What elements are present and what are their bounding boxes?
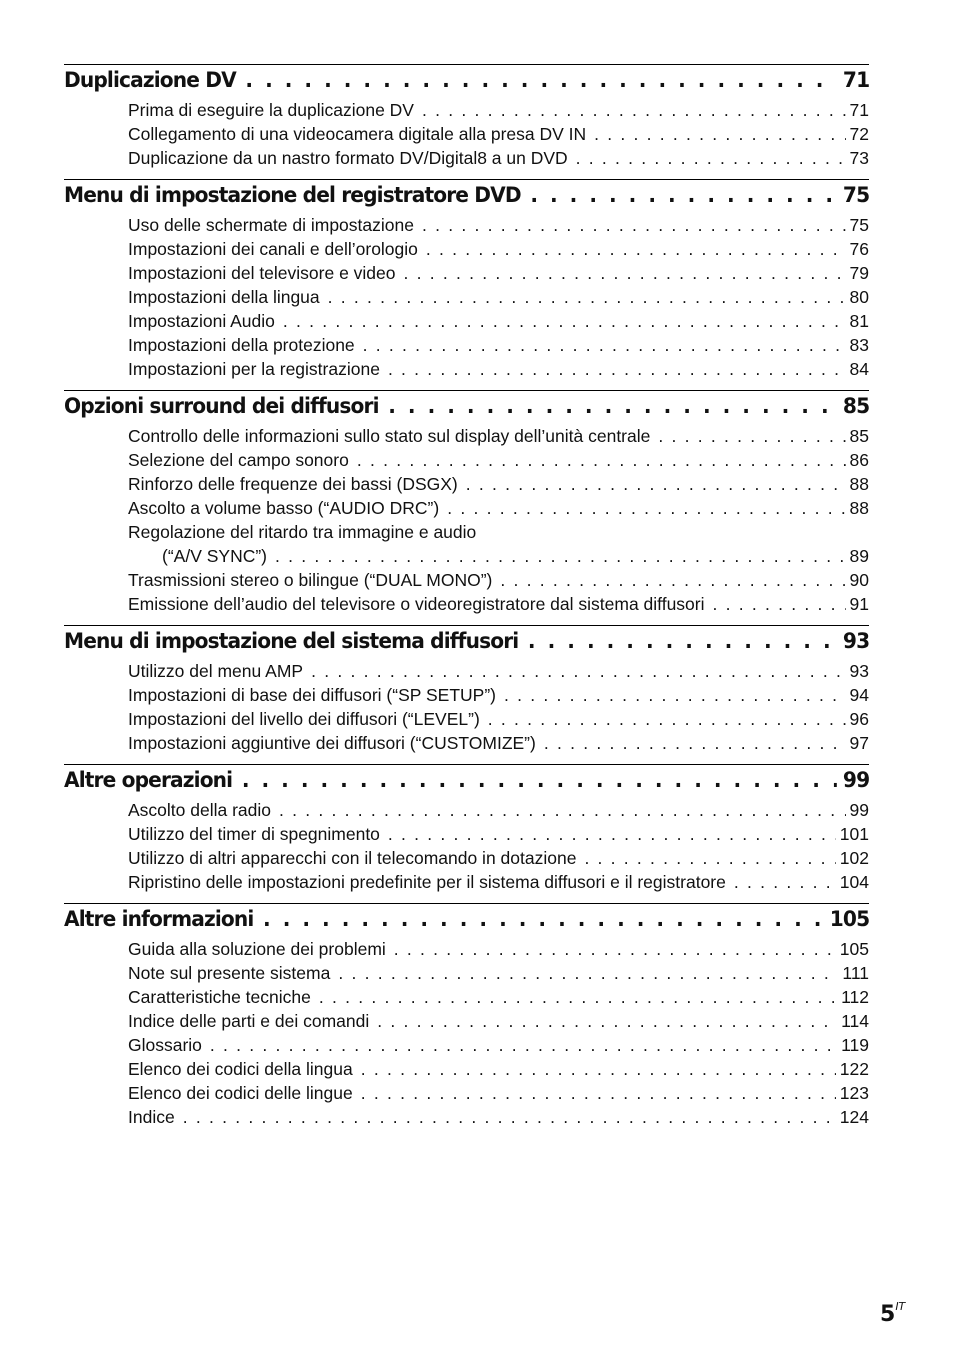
entry-page: 86	[849, 450, 869, 470]
dot-leader	[279, 798, 846, 822]
section-page: 85	[842, 394, 870, 418]
toc-entry[interactable]	[64, 122, 869, 146]
table-of-contents	[64, 64, 869, 1138]
entry-page: 76	[849, 239, 869, 259]
toc-entry[interactable]	[64, 544, 869, 568]
entry-page: 122	[839, 1059, 869, 1079]
dot-leader	[242, 768, 837, 792]
toc-section	[64, 64, 869, 170]
entry-title: Impostazioni del livello dei diffusori (“LEVEL”)	[128, 709, 480, 729]
dot-leader	[422, 213, 846, 237]
entry-title: Emissione dell’audio del televisore o videoregistratore dal sistema diffusori	[128, 594, 705, 614]
dot-leader	[488, 707, 846, 731]
entry-page: 84	[849, 359, 869, 379]
entry-title: Selezione del campo sonoro	[128, 450, 349, 470]
section-title: Altre informazioni	[64, 907, 254, 931]
dot-leader	[328, 285, 846, 309]
dot-leader	[283, 309, 846, 333]
entry-page: 91	[849, 594, 869, 614]
entry-page: 93	[849, 661, 869, 681]
entry-title: Guida alla soluzione dei problemi	[128, 939, 386, 959]
entry-page: 89	[849, 546, 869, 566]
entry-title: Note sul presente sistema	[128, 963, 331, 983]
toc-entry[interactable]	[64, 1105, 869, 1129]
entry-page: 119	[841, 1035, 869, 1055]
entry-page: 75	[849, 215, 869, 235]
entry-page: 111	[842, 963, 869, 983]
section-title: Altre operazioni	[64, 768, 233, 792]
dot-leader	[447, 496, 845, 520]
entry-title: Impostazioni dei canali e dell’orologio	[128, 239, 418, 259]
entry-title: Impostazioni Audio	[128, 311, 275, 331]
toc-entry[interactable]	[64, 213, 869, 237]
entry-page: 105	[839, 939, 869, 959]
entry-page: 73	[849, 148, 869, 168]
dot-leader	[311, 659, 845, 683]
toc-entry[interactable]	[64, 985, 869, 1009]
entry-page: 96	[849, 709, 869, 729]
dot-leader	[658, 424, 845, 448]
entry-title: Elenco dei codici della lingua	[128, 1059, 353, 1079]
entry-title: Impostazioni della protezione	[128, 335, 355, 355]
entry-title: Collegamento di una videocamera digitale alla presa DV IN	[128, 124, 587, 144]
entry-page: 79	[849, 263, 869, 283]
dot-leader	[544, 731, 846, 755]
dot-leader	[422, 98, 846, 122]
entry-title: Impostazioni del televisore e video	[128, 263, 396, 283]
entry-page: 81	[849, 311, 869, 331]
dot-leader	[361, 1057, 836, 1081]
toc-entry[interactable]	[64, 731, 869, 755]
page-number-value: 5	[880, 1302, 896, 1327]
dot-leader	[394, 937, 836, 961]
toc-entry[interactable]	[64, 846, 869, 870]
toc-section	[64, 625, 869, 755]
entry-title: Ascolto della radio	[128, 800, 271, 820]
dot-leader	[388, 394, 837, 418]
dot-leader	[377, 1009, 837, 1033]
dot-leader	[338, 961, 838, 985]
toc-entry[interactable]	[64, 496, 869, 520]
dot-leader	[734, 870, 836, 894]
entry-title: Controllo delle informazioni sullo stato sul display dell’unità centrale	[128, 426, 651, 446]
toc-entry[interactable]	[64, 1009, 869, 1033]
page-number	[880, 1300, 905, 1327]
dot-leader	[357, 448, 846, 472]
toc-entry[interactable]	[64, 333, 869, 357]
dot-leader	[404, 261, 846, 285]
entry-page: 80	[849, 287, 869, 307]
entry-page: 123	[839, 1083, 869, 1103]
entry-title: Utilizzo del menu AMP	[128, 661, 304, 681]
toc-section	[64, 764, 869, 894]
entry-title: Trasmissioni stereo o bilingue (“DUAL MONO”)	[128, 570, 493, 590]
dot-leader	[388, 357, 846, 381]
toc-entry[interactable]	[64, 98, 869, 122]
entry-title: Impostazioni della lingua	[128, 287, 320, 307]
toc-entry[interactable]	[64, 1033, 869, 1057]
toc-entry[interactable]	[64, 309, 869, 333]
entry-page: 104	[839, 872, 869, 892]
toc-entry[interactable]	[64, 870, 869, 894]
dot-leader	[183, 1105, 836, 1129]
toc-entry[interactable]	[64, 961, 869, 985]
entry-title: Glossario	[128, 1035, 202, 1055]
section-title: Menu di impostazione del registratore DVD	[64, 183, 521, 207]
entry-title: Uso delle schermate di impostazione	[128, 215, 414, 235]
toc-entry[interactable]	[64, 520, 869, 544]
dot-leader	[319, 985, 837, 1009]
toc-entry[interactable]	[64, 659, 869, 683]
toc-entry[interactable]	[64, 285, 869, 309]
entry-page: 101	[839, 824, 869, 844]
entry-page: 71	[849, 100, 869, 120]
toc-entry[interactable]	[64, 798, 869, 822]
entry-page: 114	[841, 1011, 869, 1031]
section-heading[interactable]	[64, 629, 869, 659]
entry-page: 97	[849, 733, 869, 753]
section-page: 71	[842, 68, 870, 92]
section-heading[interactable]	[64, 183, 869, 213]
section-title: Menu di impostazione del sistema diffusori	[64, 629, 519, 653]
toc-entry[interactable]	[64, 448, 869, 472]
toc-entry[interactable]	[64, 592, 869, 616]
toc-entry[interactable]	[64, 237, 869, 261]
entry-page: 72	[849, 124, 869, 144]
dot-leader	[361, 1081, 836, 1105]
dot-leader	[500, 568, 845, 592]
dot-leader	[245, 68, 837, 92]
entry-page: 90	[849, 570, 869, 590]
entry-title: Ascolto a volume basso (“AUDIO DRC”)	[128, 498, 440, 518]
toc-entry[interactable]	[64, 822, 869, 846]
entry-page: 99	[849, 800, 869, 820]
toc-entry[interactable]	[64, 707, 869, 731]
section-page: 99	[842, 768, 870, 792]
section-page: 93	[842, 629, 870, 653]
entry-title: Impostazioni aggiuntive dei diffusori (“CUSTOMIZE”)	[128, 733, 536, 753]
entry-title: Utilizzo del timer di spegnimento	[128, 824, 380, 844]
section-page: 75	[842, 183, 870, 207]
section-page: 105	[829, 907, 870, 931]
entry-page: 88	[849, 474, 869, 494]
section-heading[interactable]	[64, 394, 869, 424]
dot-leader	[504, 683, 846, 707]
entry-title: Regolazione del ritardo tra immagine e audio	[128, 522, 477, 542]
dot-leader	[594, 122, 845, 146]
entry-title: Duplicazione da un nastro formato DV/Digital8 a un DVD	[128, 148, 568, 168]
entry-title: Impostazioni per la registrazione	[128, 359, 380, 379]
toc-section	[64, 903, 869, 1129]
toc-entry[interactable]	[64, 146, 869, 170]
entry-title: (“A/V SYNC”)	[162, 546, 267, 566]
entry-title: Caratteristiche tecniche	[128, 987, 311, 1007]
entry-title: Impostazioni di base dei diffusori (“SP SETUP”)	[128, 685, 496, 705]
dot-leader	[275, 544, 846, 568]
toc-entry[interactable]	[64, 1057, 869, 1081]
dot-leader	[576, 146, 846, 170]
entry-title: Utilizzo di altri apparecchi con il telecomando in dotazione	[128, 848, 577, 868]
toc-entry[interactable]	[64, 261, 869, 285]
toc-section	[64, 179, 869, 381]
entry-title: Indice	[128, 1107, 175, 1127]
section-heading[interactable]	[64, 68, 869, 98]
language-suffix: IT	[895, 1300, 906, 1313]
toc-entry[interactable]	[64, 1081, 869, 1105]
dot-leader	[466, 472, 846, 496]
section-title: Opzioni surround dei diffusori	[64, 394, 379, 418]
dot-leader	[363, 333, 846, 357]
dot-leader	[426, 237, 846, 261]
toc-entry[interactable]	[64, 568, 869, 592]
entry-title: Ripristino delle impostazioni predefinite per il sistema diffusori e il registratore	[128, 872, 726, 892]
toc-entry[interactable]	[64, 683, 869, 707]
entry-page: 85	[849, 426, 869, 446]
dot-leader	[584, 846, 835, 870]
dot-leader	[388, 822, 836, 846]
entry-page: 112	[841, 987, 869, 1007]
toc-entry[interactable]	[64, 424, 869, 448]
section-heading[interactable]	[64, 907, 869, 937]
entry-page: 124	[839, 1107, 869, 1127]
toc-entry[interactable]	[64, 472, 869, 496]
section-heading[interactable]	[64, 768, 869, 798]
toc-entry[interactable]	[64, 937, 869, 961]
entry-title: Prima di eseguire la duplicazione DV	[128, 100, 414, 120]
section-title: Duplicazione DV	[64, 68, 236, 92]
entry-page: 88	[849, 498, 869, 518]
entry-page: 94	[849, 685, 869, 705]
entry-title: Elenco dei codici delle lingue	[128, 1083, 353, 1103]
toc-entry[interactable]	[64, 357, 869, 381]
dot-leader	[263, 907, 824, 931]
dot-leader	[210, 1033, 837, 1057]
dot-leader	[530, 183, 837, 207]
entry-title: Rinforzo delle frequenze dei bassi (DSGX)	[128, 474, 458, 494]
entry-page: 102	[839, 848, 869, 868]
dot-leader	[528, 629, 837, 653]
entry-page: 83	[849, 335, 869, 355]
entry-title: Indice delle parti e dei comandi	[128, 1011, 370, 1031]
toc-section	[64, 390, 869, 616]
dot-leader	[713, 592, 846, 616]
